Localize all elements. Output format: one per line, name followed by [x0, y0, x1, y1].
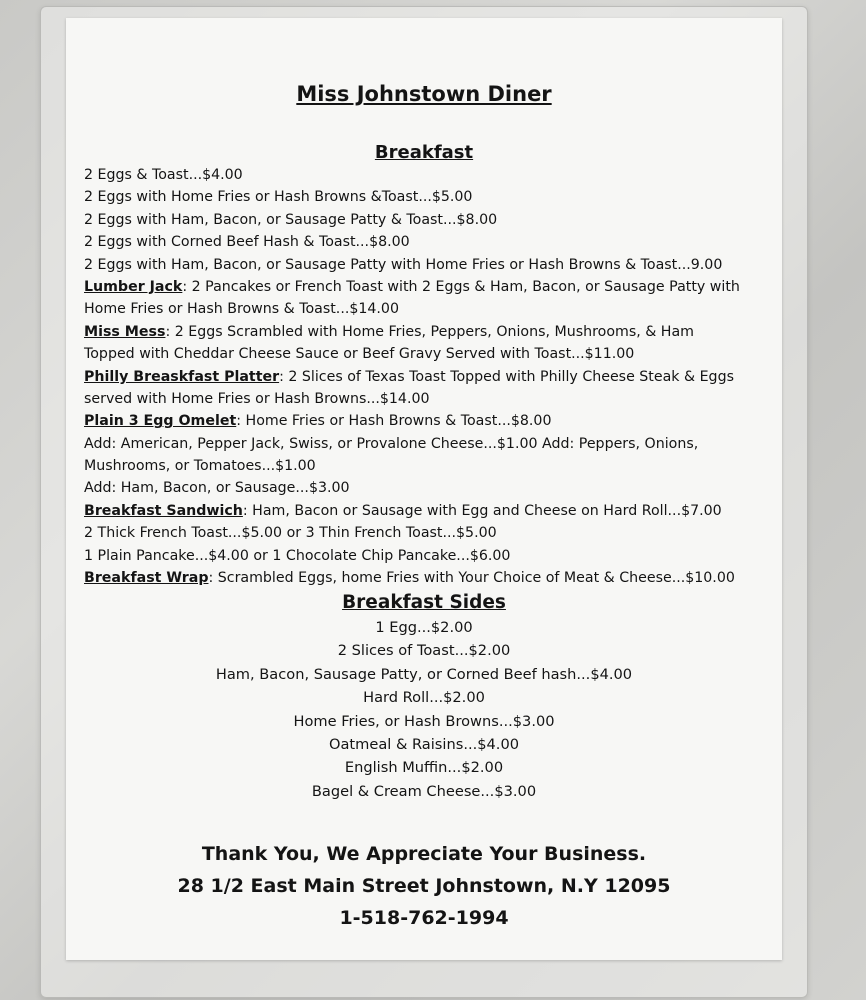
- menu-line: [84, 433, 774, 455]
- side-item: Oatmeal & Raisins...$4.00: [328, 736, 520, 754]
- menu-line: [84, 254, 774, 276]
- thank-you-text: Thank You, We Appreciate Your Business.: [201, 843, 647, 865]
- side-item: Bagel & Cream Cheese...$3.00: [311, 782, 537, 800]
- menu-line: [84, 343, 774, 365]
- side-item: Hard Roll...$2.00: [363, 689, 485, 707]
- menu-item-text: : 2 Pancakes or French Toast with 2 Eggs & Ham, Bacon, or Sausage Patty with: [182, 278, 740, 295]
- menu-item-text: : 2 Eggs Scrambled with Home Fries, Peppers, Onions, Mushrooms, & Ham: [165, 323, 694, 340]
- menu-item-text: 2 Eggs with Ham, Bacon, or Sausage Patty & Toast...$8.00: [84, 211, 498, 228]
- menu-line: [84, 567, 774, 589]
- menu-item-name: Philly Breaskfast Platter: [84, 368, 280, 385]
- menu-line: [84, 186, 774, 208]
- menu-line: [84, 298, 774, 320]
- footer: [66, 838, 782, 934]
- breakfast-list: [84, 164, 774, 589]
- menu-line: [84, 455, 774, 477]
- menu-title: Miss Johnstown Diner: [296, 82, 552, 106]
- menu-line: [84, 366, 774, 388]
- menu-item-name: Breakfast Sandwich: [84, 502, 243, 519]
- menu-line: [84, 500, 774, 522]
- menu-line: [84, 276, 774, 298]
- side-item: 1 Egg...$2.00: [375, 619, 473, 636]
- menu-item-name: Plain 3 Egg Omelet: [84, 413, 237, 430]
- menu-item-text: Add: Ham, Bacon, or Sausage...$3.00: [84, 480, 350, 497]
- menu-item-text: 2 Thick French Toast...$5.00 or 3 Thin French Toast...$5.00: [84, 525, 497, 542]
- address-text: 28 1/2 East Main Street Johnstown, N.Y 12095: [177, 875, 671, 897]
- menu-item-text: 2 Eggs with Home Fries or Hash Browns &Toast...$5.00: [84, 189, 473, 206]
- menu-line: [84, 321, 774, 343]
- menu-item-text: 2 Eggs with Ham, Bacon, or Sausage Patty with Home Fries or Hash Browns & Toast...9.00: [84, 256, 723, 273]
- sides-heading: Breakfast Sides: [342, 592, 506, 613]
- menu-item-text: served with Home Fries or Hash Browns...$14.00: [84, 390, 430, 407]
- side-item: Ham, Bacon, Sausage Patty, or Corned Beef hash...$4.00: [215, 665, 633, 683]
- sides-list: [66, 616, 782, 803]
- menu-item-text: Add: American, Pepper Jack, Swiss, or Provalone Cheese...$1.00 Add: Peppers, Onions,: [84, 435, 699, 452]
- menu-item-text: : 2 Slices of Texas Toast Topped with Philly Cheese Steak & Eggs: [279, 368, 734, 385]
- side-item: English Muffin...$2.00: [344, 759, 504, 777]
- menu-line: [84, 477, 774, 499]
- menu-line: [84, 545, 774, 567]
- menu-line: [84, 164, 774, 186]
- menu-item-name: Breakfast Wrap: [84, 570, 209, 587]
- menu-sheet: [66, 18, 782, 960]
- menu-item-name: Miss Mess: [84, 323, 166, 340]
- menu-line: [84, 209, 774, 231]
- menu-item-text: : Ham, Bacon or Sausage with Egg and Cheese on Hard Roll...$7.00: [242, 502, 722, 519]
- menu-item-text: : Home Fries or Hash Browns & Toast...$8.00: [236, 413, 552, 430]
- menu-line: [84, 231, 774, 253]
- side-item: 2 Slices of Toast...$2.00: [337, 642, 511, 660]
- menu-item-text: : Scrambled Eggs, home Fries with Your Choice of Meat & Cheese...$10.00: [208, 570, 735, 587]
- side-item: Home Fries, or Hash Browns...$3.00: [293, 712, 555, 730]
- menu-item-text: Mushrooms, or Tomatoes...$1.00: [84, 458, 316, 475]
- menu-item-text: 2 Eggs & Toast...$4.00: [84, 167, 243, 183]
- menu-item-text: 2 Eggs with Corned Beef Hash & Toast...$8.00: [84, 234, 410, 251]
- menu-item-text: Home Fries or Hash Browns & Toast...$14.00: [84, 301, 399, 318]
- breakfast-heading: Breakfast: [374, 142, 474, 163]
- menu-line: [84, 388, 774, 410]
- menu-item-text: Topped with Cheddar Cheese Sauce or Beef Gravy Served with Toast...$11.00: [84, 346, 635, 363]
- menu-line: [84, 410, 774, 432]
- menu-item-name: Lumber Jack: [84, 278, 183, 295]
- phone-number: 1-518-762-1994: [339, 907, 509, 929]
- menu-item-text: 1 Plain Pancake...$4.00 or 1 Chocolate Chip Pancake...$6.00: [84, 547, 511, 564]
- menu-line: [84, 522, 774, 544]
